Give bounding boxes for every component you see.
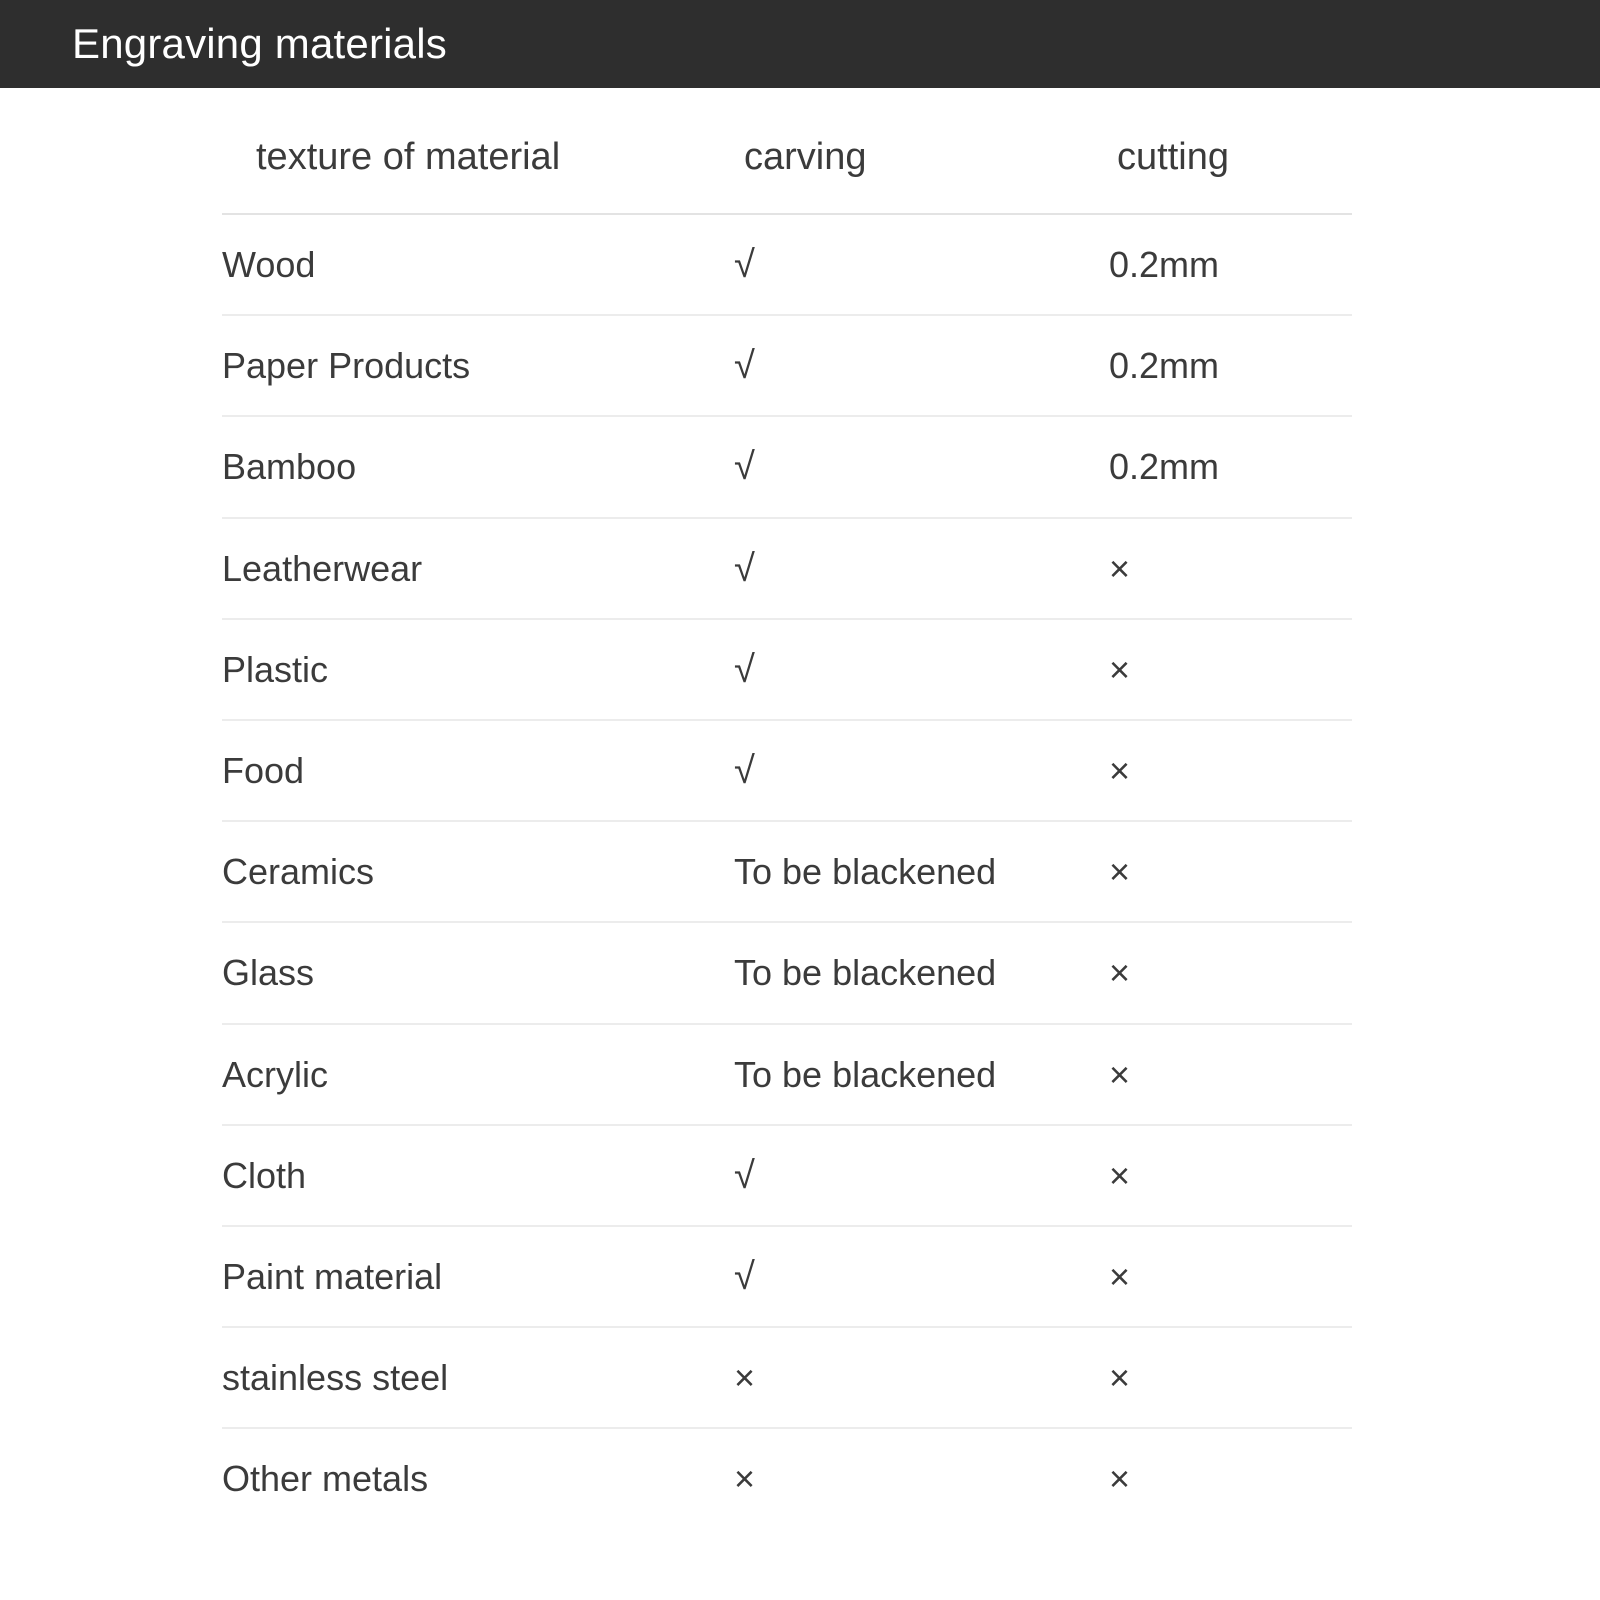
table-header-row — [222, 110, 1352, 214]
cell-material: stainless steel — [222, 1327, 734, 1428]
cross-icon: × — [1109, 1458, 1131, 1500]
cross-icon: × — [1109, 952, 1131, 994]
check-icon: √ — [734, 547, 755, 590]
cell-carving — [734, 1024, 1109, 1125]
check-icon: √ — [734, 244, 755, 286]
table-row — [222, 821, 1352, 922]
cell-carving — [734, 214, 1109, 315]
cell-cutting — [1109, 1327, 1352, 1428]
cell-carving — [734, 1428, 1109, 1528]
check-icon: √ — [734, 446, 755, 489]
cross-icon: × — [1109, 648, 1131, 690]
cell-cutting — [1109, 821, 1352, 922]
cutting-value: 0.2mm — [1109, 446, 1220, 488]
title-bar — [0, 0, 1600, 88]
carving-note: To be blackened — [734, 1053, 997, 1095]
table-row — [222, 518, 1352, 619]
cell-carving — [734, 821, 1109, 922]
table-row — [222, 922, 1352, 1023]
check-icon: √ — [734, 1255, 755, 1298]
cell-cutting — [1109, 416, 1352, 517]
table-row — [222, 619, 1352, 720]
cell-carving — [734, 922, 1109, 1023]
cell-carving — [734, 1226, 1109, 1327]
cell-material: Food — [222, 720, 734, 821]
cell-cutting — [1109, 720, 1352, 821]
cross-icon: × — [1109, 547, 1131, 589]
cell-carving — [734, 720, 1109, 821]
page-title: Engraving materials — [72, 20, 447, 67]
carving-note: To be blackened — [734, 952, 997, 994]
table-row — [222, 214, 1352, 315]
cell-carving — [734, 518, 1109, 619]
table-row — [222, 1327, 1352, 1428]
cell-material: Paper Products — [222, 315, 734, 416]
table-row — [222, 1125, 1352, 1226]
materials-table — [222, 110, 1352, 1528]
cross-icon: × — [1109, 749, 1131, 791]
column-header-cutting: cutting — [1109, 110, 1352, 214]
cell-material: Cloth — [222, 1125, 734, 1226]
table-body — [222, 214, 1352, 1528]
check-icon: √ — [734, 749, 755, 792]
cross-icon: × — [1109, 1255, 1131, 1297]
cross-icon: × — [1109, 1357, 1131, 1399]
cutting-value: 0.2mm — [1109, 345, 1220, 387]
cell-material: Paint material — [222, 1226, 734, 1327]
table-row — [222, 1428, 1352, 1528]
cross-icon: × — [734, 1458, 756, 1500]
cell-cutting — [1109, 619, 1352, 720]
table-row — [222, 1226, 1352, 1327]
cross-icon: × — [1109, 1154, 1131, 1196]
cell-cutting — [1109, 214, 1352, 315]
table-row — [222, 315, 1352, 416]
cell-cutting — [1109, 1024, 1352, 1125]
cell-cutting — [1109, 1226, 1352, 1327]
cell-cutting — [1109, 518, 1352, 619]
check-icon: √ — [734, 648, 755, 691]
cross-icon: × — [1109, 1053, 1131, 1095]
cell-material: Bamboo — [222, 416, 734, 517]
cutting-value: 0.2mm — [1109, 244, 1220, 285]
cell-material: Glass — [222, 922, 734, 1023]
cell-material: Acrylic — [222, 1024, 734, 1125]
cell-carving — [734, 619, 1109, 720]
table-row — [222, 1024, 1352, 1125]
cell-material: Leatherwear — [222, 518, 734, 619]
table-row — [222, 416, 1352, 517]
cell-carving — [734, 416, 1109, 517]
cell-material: Wood — [222, 214, 734, 315]
cell-carving — [734, 1327, 1109, 1428]
cell-cutting — [1109, 1428, 1352, 1528]
cell-carving — [734, 315, 1109, 416]
cell-material: Plastic — [222, 619, 734, 720]
table-header — [222, 110, 1352, 214]
cell-material: Ceramics — [222, 821, 734, 922]
cell-cutting — [1109, 315, 1352, 416]
check-icon: √ — [734, 1154, 755, 1197]
cross-icon: × — [734, 1357, 756, 1399]
cell-material: Other metals — [222, 1458, 429, 1500]
materials-table-container — [0, 110, 1600, 1528]
column-header-carving: carving — [734, 110, 1109, 214]
column-header-material: texture of material — [222, 110, 734, 214]
check-icon: √ — [734, 345, 755, 388]
cell-cutting — [1109, 922, 1352, 1023]
table-row — [222, 720, 1352, 821]
carving-note: To be blackened — [734, 851, 997, 893]
cell-cutting — [1109, 1125, 1352, 1226]
cross-icon: × — [1109, 851, 1131, 893]
cell-carving — [734, 1125, 1109, 1226]
